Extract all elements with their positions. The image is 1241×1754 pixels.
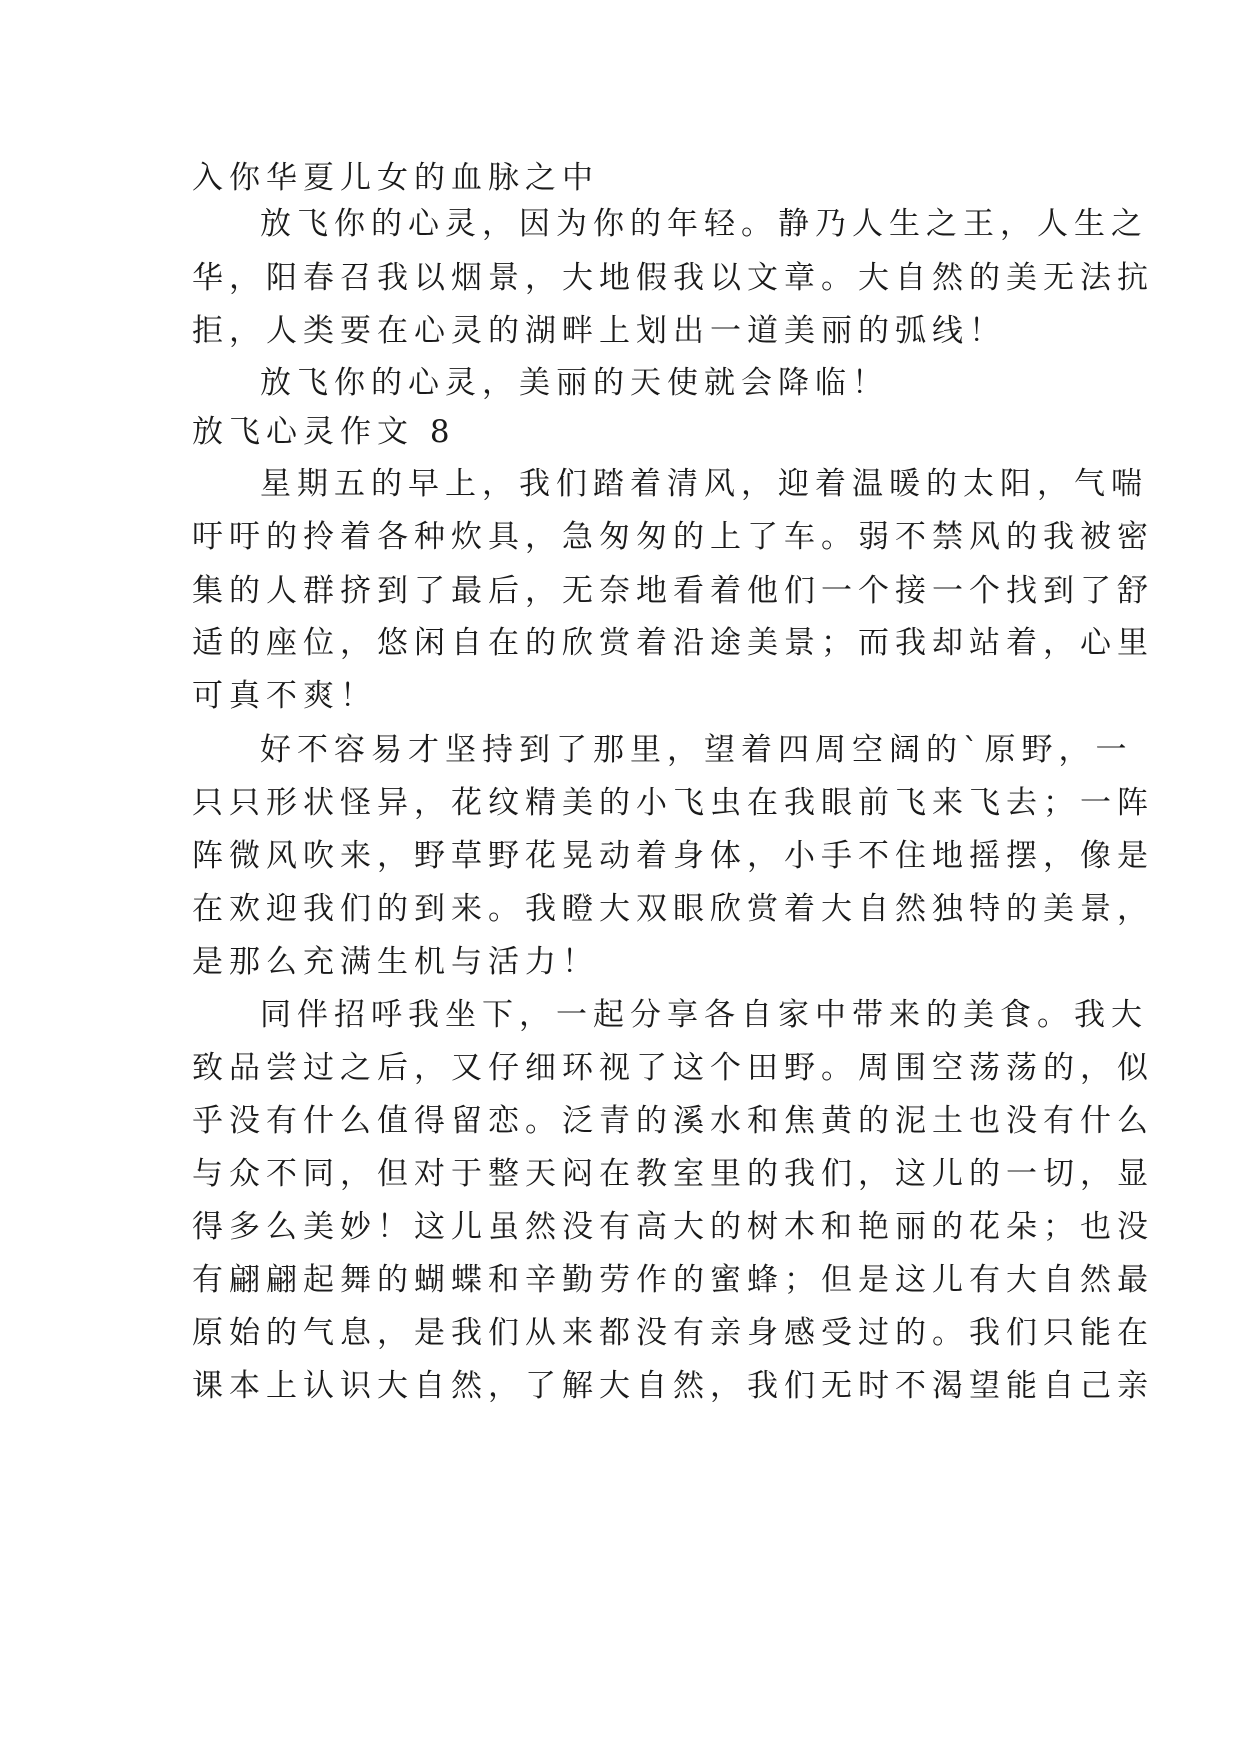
text-line: 集的人群挤到了最后，无奈地看着他们一个接一个找到了舒	[192, 573, 1154, 609]
paragraph-first-line: 星期五的早上，我们踏着清风，迎着温暖的太阳，气喘	[260, 466, 1148, 502]
text-line: 适的座位，悠闲自在的欣赏着沿途美景；而我却站着，心里	[192, 625, 1154, 661]
text-line: 吁吁的拎着各种炊具，急匆匆的上了车。弱不禁风的我被密	[192, 519, 1154, 555]
section-title: 放飞心灵作文 8	[192, 414, 456, 450]
paragraph-first-line: 放飞你的心灵，因为你的年轻。静乃人生之王，人生之	[260, 206, 1148, 242]
text-line: 原始的气息，是我们从来都没有亲身感受过的。我们只能在	[192, 1315, 1154, 1351]
text-line: 致品尝过之后，又仔细环视了这个田野。周围空荡荡的，似	[192, 1050, 1154, 1086]
paragraph-first-line: 同伴招呼我坐下，一起分享各自家中带来的美食。我大	[260, 997, 1148, 1033]
text-line: 与众不同，但对于整天闷在教室里的我们，这儿的一切，显	[192, 1156, 1154, 1192]
paragraph-first-line: 放飞你的心灵，美丽的天使就会降临！	[260, 365, 889, 401]
text-line: 入你华夏儿女的血脉之中	[192, 160, 599, 196]
text-line: 乎没有什么值得留恋。泛青的溪水和焦黄的泥土也没有什么	[192, 1103, 1154, 1139]
text-line: 课本上认识大自然，了解大自然，我们无时不渴望能自己亲	[192, 1368, 1154, 1404]
text-line: 阵微风吹来，野草野花晃动着身体，小手不住地摇摆，像是	[192, 838, 1154, 874]
paragraph-first-line: 好不容易才坚持到了那里，望着四周空阔的`原野，一	[260, 732, 1133, 768]
text-line: 有翩翩起舞的蝴蝶和辛勤劳作的蜜蜂；但是这儿有大自然最	[192, 1262, 1154, 1298]
text-line: 只只形状怪异，花纹精美的小飞虫在我眼前飞来飞去；一阵	[192, 785, 1154, 821]
text-line: 得多么美妙！这儿虽然没有高大的树木和艳丽的花朵；也没	[192, 1209, 1154, 1245]
text-line: 华，阳春召我以烟景，大地假我以文章。大自然的美无法抗	[192, 260, 1154, 296]
text-line: 拒，人类要在心灵的湖畔上划出一道美丽的弧线！	[192, 313, 1006, 349]
text-line: 是那么充满生机与活力！	[192, 944, 599, 980]
text-line: 可真不爽！	[192, 678, 377, 714]
text-line: 在欢迎我们的到来。我瞪大双眼欣赏着大自然独特的美景，	[192, 891, 1154, 927]
